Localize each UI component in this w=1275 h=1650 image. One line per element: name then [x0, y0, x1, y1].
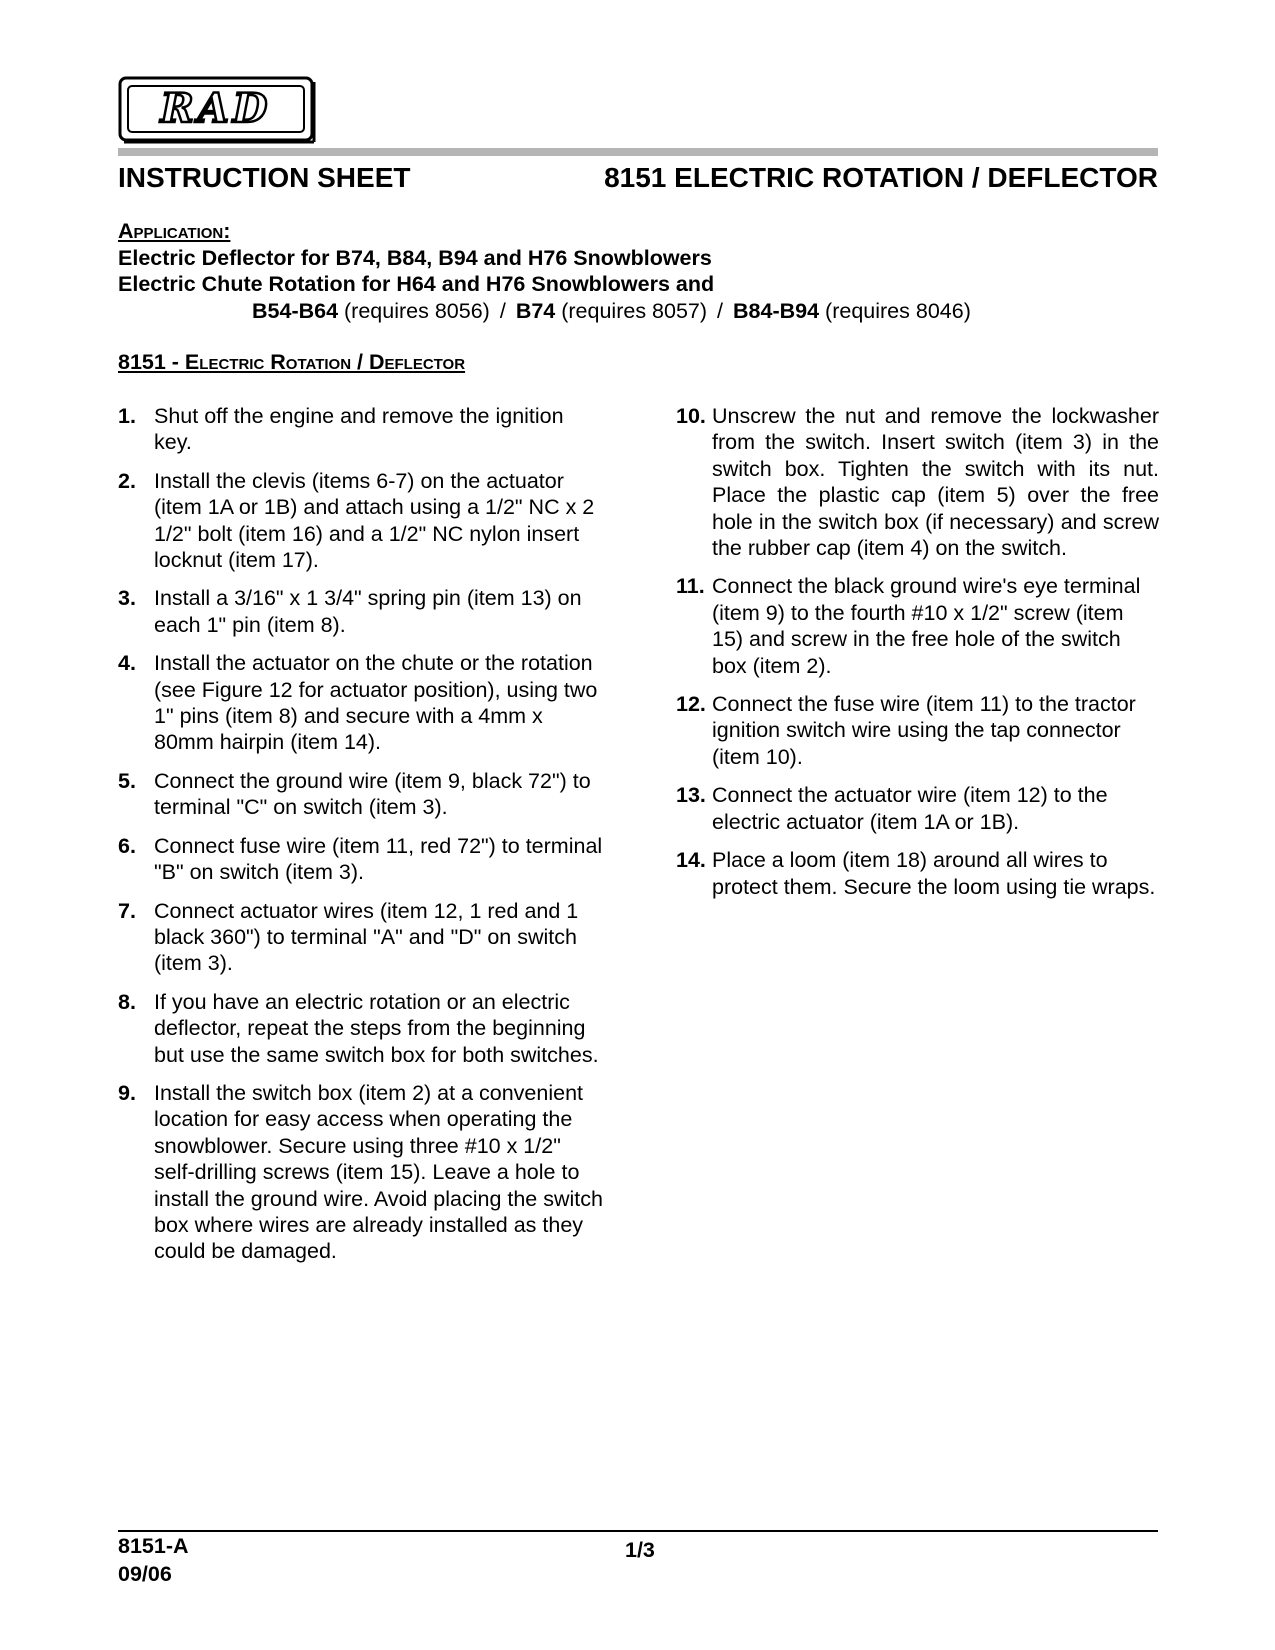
- step-item: 14. Place a loom (item 18) around all wires to protect them. Secure the loom using tie wraps.: [676, 848, 1156, 899]
- title-instruction-sheet: INSTRUCTION SHEET: [118, 162, 411, 193]
- application-block: [118, 218, 1158, 324]
- rad-logo: [118, 76, 317, 144]
- step-item: 8. If you have an electric rotation or an electric deflector, repeat the steps from the beginning but use the same switch box for both switches.: [118, 989, 599, 1067]
- step-item: 10. Unscrew the nut and remove the lockwasher from the switch. Insert switch (item 3) in the switch box. Tighten the switch with its nut. Place the plastic cap (item 5) over the free hole in the switch box (if necessary) and screw the rubber cap (item 4) on the switch.: [676, 404, 1159, 561]
- application-line-2: Electric Chute Rotation for H64 and H76 Snowblowers and: [118, 272, 715, 296]
- step-item: 3. Install a 3/16" x 1 3/4" spring pin (item 13) on each 1" pin (item 8).: [118, 586, 582, 637]
- step-item: 5. Connect the ground wire (item 9, black 72") to terminal "C" on switch (item 3).: [118, 768, 591, 820]
- step-item: 13. Connect the actuator wire (item 12) to the electric actuator (item 1A or 1B).: [676, 783, 1108, 834]
- application-label: Application:: [118, 219, 231, 243]
- footer-rule: [118, 1530, 1158, 1532]
- page-number: 1/3: [625, 1538, 655, 1562]
- step-item: 4. Install the actuator on the chute or the rotation (see Figure 12 for actuator position), using two 1" pins (item 8) and secure with a 4mm x 80mm hairpin (item 14).: [118, 651, 598, 755]
- logo-text: RAD: [160, 85, 272, 132]
- step-item: 1. Shut off the engine and remove the ignition key.: [118, 404, 564, 455]
- footer-info: [118, 1532, 189, 1588]
- header-rule: [118, 148, 1158, 156]
- step-item: 9. Install the switch box (item 2) at a convenient location for easy access when operating the snowblower. Secure using three #10 x 1/2" self-drilling screws (item 15). Leave a hole to install the ground wire. Avoid placing the switch box where wires are already installed as they could be damaged.: [118, 1080, 603, 1264]
- step-item: 12. Connect the fuse wire (item 11) to the tractor ignition switch wire using the tap connector (item 10).: [676, 692, 1136, 769]
- requirements-line: B54-B64 (requires 8056) / B74 (requires 8057) / B84-B94 (requires 8046): [252, 298, 971, 323]
- doc-code: 8151-A: [118, 1534, 189, 1558]
- title-product: 8151 ELECTRIC ROTATION / DEFLECTOR: [604, 162, 1158, 193]
- section-title: 8151 - Electric Rotation / Deflector: [118, 350, 466, 374]
- step-item: 11. Connect the black ground wire's eye terminal (item 9) to the fourth #10 x 1/2" screw (item 15) and screw in the free hole of the switch box (item 2).: [676, 574, 1141, 678]
- steps-left-column: [118, 403, 605, 1277]
- step-item: 6. Connect fuse wire (item 11, red 72") to terminal "B" on switch (item 3).: [118, 833, 603, 885]
- application-line-1: Electric Deflector for B74, B84, B94 and H76 Snowblowers: [118, 245, 712, 270]
- steps-right-column: [676, 403, 1159, 912]
- step-item: 7. Connect actuator wires (item 12, 1 red and 1 black 360") to terminal "A" and "D" on switch (item 3).: [118, 898, 579, 976]
- doc-date: 09/06: [118, 1562, 172, 1586]
- step-item: 2. Install the clevis (items 6-7) on the actuator (item 1A or 1B) and attach using a 1/2" NC x 2 1/2" bolt (item 16) and a 1/2" NC nylon insert locknut (item 17).: [118, 468, 595, 573]
